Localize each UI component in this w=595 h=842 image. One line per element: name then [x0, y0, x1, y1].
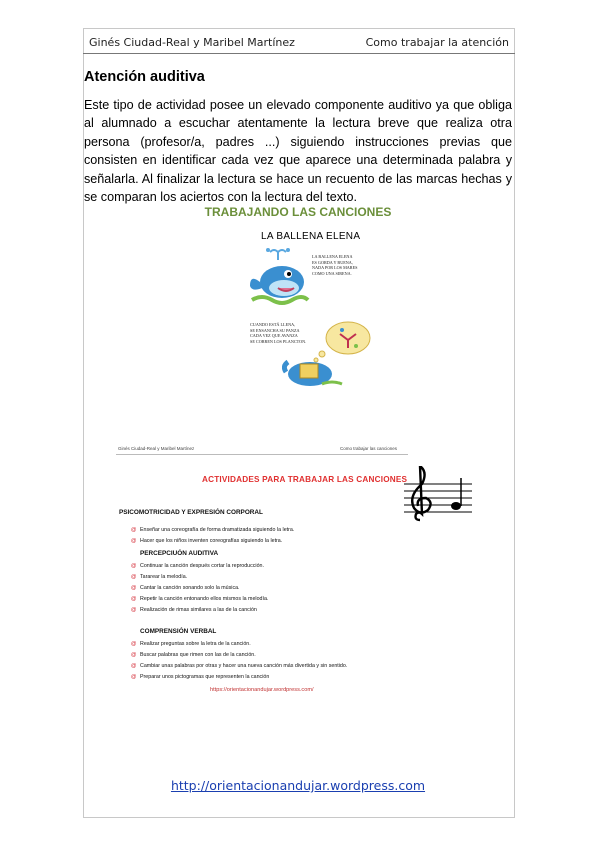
- list-item: [131, 572, 268, 583]
- section-heading: PERCEPCIUÓN AUDITIVA: [140, 550, 219, 557]
- list-item-text: Buscar palabras que rimen con las de la canción.: [140, 652, 256, 658]
- activity-list: [131, 639, 347, 683]
- bullet-icon: @: [131, 674, 137, 680]
- bullet-icon: @: [131, 607, 137, 613]
- list-item-text: Realización de rimas similares a las de la canción: [140, 607, 257, 613]
- list-item: [131, 661, 347, 672]
- list-item: [131, 561, 268, 572]
- list-item-text: Tararear la melodía.: [140, 574, 188, 580]
- bullet-icon: @: [131, 574, 137, 580]
- list-item-text: Realizar preguntas sobre la letra de la canción.: [140, 641, 251, 647]
- verse-1: [312, 254, 358, 276]
- activities-url: https://orientacionandujar.wordpress.com/: [210, 687, 314, 693]
- bullet-icon: @: [131, 641, 137, 647]
- intro-paragraph: Este tipo de actividad posee un elevado componente auditivo ya que obliga al alumnado a escuchar atentamente la lectura breve que realiza otra persona (profesor/a, padres ...) siguiendo instrucciones previas que consisten en identificar cada vez que aparece una determinada palabra y señalarla. Al finalizar la lectura se hace un recuento de las marcas hechas y se comparan los aciertos con la lectura del texto.: [84, 98, 512, 205]
- activity-list: [131, 525, 294, 547]
- verse-2: [250, 322, 306, 344]
- verse-2-line: CUANDO ESTÁ LLENA,: [250, 322, 296, 327]
- bullet-icon: @: [131, 596, 137, 602]
- header-topic: Como trabajar la atención: [365, 36, 509, 49]
- bullet-icon: @: [131, 538, 137, 544]
- bullet-icon: @: [131, 563, 137, 569]
- list-item: [131, 605, 268, 616]
- bullet-icon: @: [131, 663, 137, 669]
- bullet-icon: @: [131, 585, 137, 591]
- section-heading: COMPRENSIÓN VERBAL: [140, 628, 217, 635]
- figure-title: TRABAJANDO LAS CANCIONES: [204, 205, 392, 219]
- music-note-icon: [451, 502, 461, 510]
- activities-header-left: Ginés Ciudad-Real y Maribel Martínez: [118, 446, 195, 451]
- list-item: [131, 650, 347, 661]
- list-item-text: Cantar la canción sonando solo la música.: [140, 585, 240, 591]
- activities-header-right: Como trabajar las canciones: [340, 446, 398, 451]
- header-authors: Ginés Ciudad-Real y Maribel Martínez: [89, 36, 295, 49]
- activities-title: ACTIVIDADES PARA TRABAJAR LAS CANCIONES: [202, 475, 408, 484]
- verse-2-line: SE ENSANCHA SU PANZA: [250, 327, 300, 333]
- verse-2-line: CADA VEZ QUE AVANZA: [250, 333, 298, 339]
- bullet-icon: @: [131, 652, 137, 658]
- list-item: [131, 525, 294, 536]
- whale-illustration: [248, 248, 310, 308]
- verse-1-line: ES GORDA Y BUENA,: [312, 259, 353, 265]
- list-item-text: Preparar unos pictogramas que representen la canción: [140, 674, 270, 680]
- bullet-icon: @: [131, 527, 137, 533]
- footer-link[interactable]: http://orientacionandujar.wordpress.com: [170, 778, 426, 793]
- list-item-text: Continuar la canción después cortar la reproducción.: [140, 563, 264, 569]
- section-heading: PSICOMOTRICIDAD Y EXPRESIÓN CORPORAL: [119, 509, 263, 516]
- list-item: [131, 594, 268, 605]
- verse-2-line: SE CORREN LOS PLANCTON.: [250, 338, 307, 344]
- activities-page-image: [112, 446, 412, 708]
- activity-list: [131, 561, 268, 616]
- list-item: [131, 672, 347, 683]
- list-item-text: Repetir la canción entonando ellos mismos la melodía.: [140, 596, 269, 602]
- list-item-text: Hacer que los niños inventen coreografías siguiendo la letra.: [140, 538, 283, 544]
- header-divider: [83, 53, 515, 54]
- list-item-text: Enseñar una coreografía de forma dramatizada siguiendo la letra.: [140, 527, 295, 533]
- section-title: Atención auditiva: [84, 69, 205, 85]
- list-item: [131, 639, 347, 650]
- verse-1-line: COMO UNA SIRENA.: [312, 270, 352, 276]
- list-item-text: Cambiar unas palabras por otras y hacer una nueva canción más divertida y sin sentido.: [140, 663, 348, 669]
- list-item: [131, 583, 268, 594]
- treble-clef-icon: [404, 466, 474, 526]
- verse-1-line: NADA POR LOS MARES: [312, 265, 358, 271]
- activities-header-divider: [116, 454, 408, 455]
- song-title: LA BALLENA ELENA: [261, 231, 361, 242]
- list-item: [131, 536, 294, 547]
- verse-1-line: LA BALLENA ELENA: [312, 254, 353, 259]
